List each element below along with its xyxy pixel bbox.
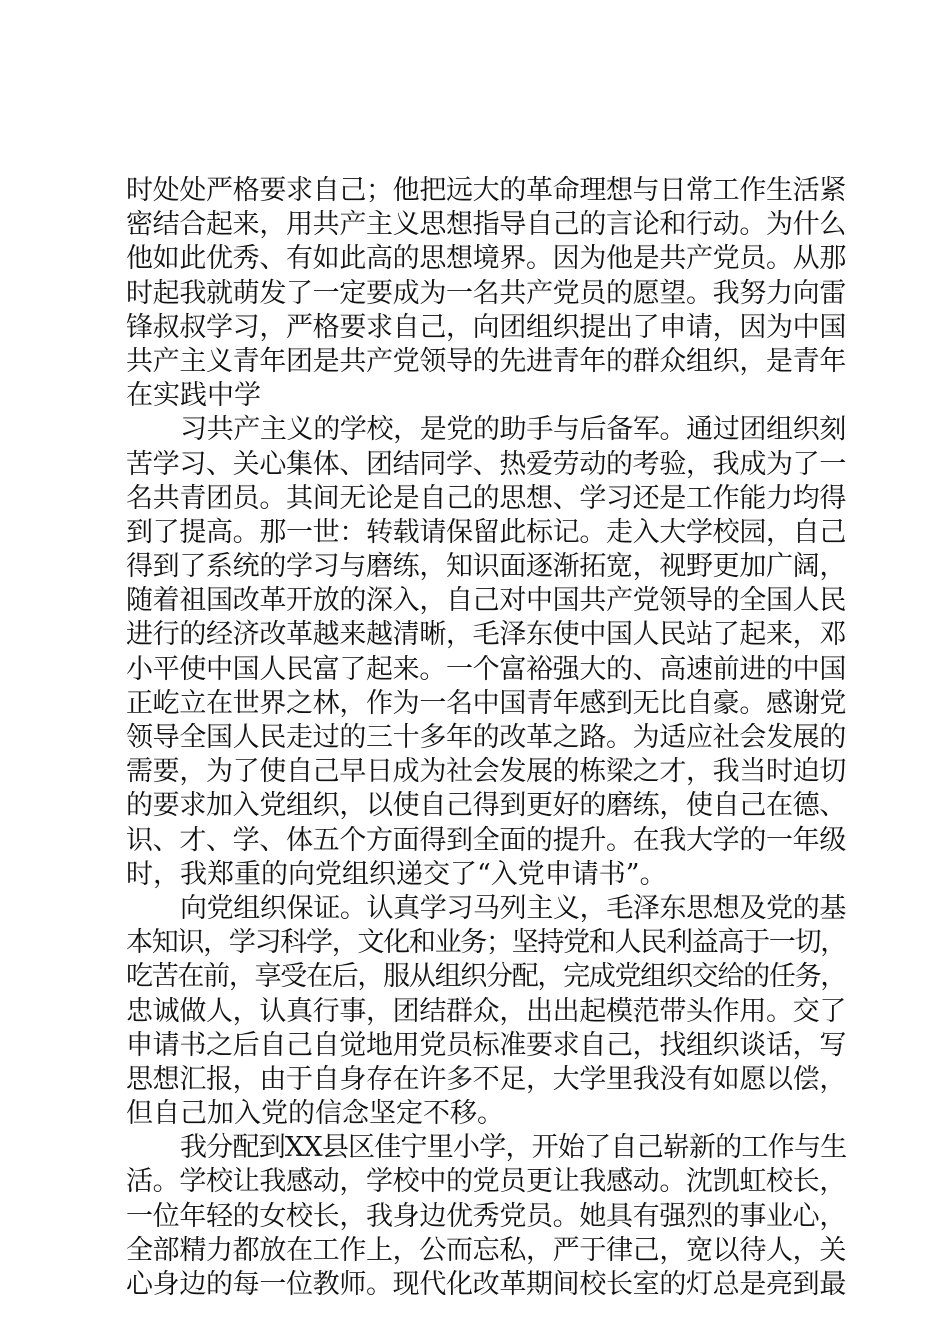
text-line: 时起我就萌发了一定要成为一名共产党员的愿望。我努力向雷 — [126, 277, 846, 309]
text-line: 习共产主义的学校，是党的助手与后备军。通过团组织刻 — [180, 414, 846, 446]
text-line: 的要求加入党组织，以使自己得到更好的磨练，使自己在德、 — [126, 790, 846, 822]
text-line: 时，我郑重的向党组织递交了“入党申请书”。 — [126, 858, 667, 890]
text-line: 在实践中学 — [126, 380, 261, 412]
paragraph — [126, 892, 846, 1131]
text-line: 一位年轻的女校长，我身边优秀党员。她具有强烈的事业心， — [126, 1200, 846, 1232]
text-line: 进行的经济改革越来越清晰，毛泽东使中国人民站了起来，邓 — [126, 619, 846, 651]
text-line: 我分配到XX县区佳宁里小学，开始了自己崭新的工作与生 — [180, 1132, 847, 1164]
text-line: 全部精力都放在工作上，公而忘私，严于律己，宽以待人，关 — [126, 1234, 846, 1266]
text-line: 到了提高。那一世：转载请保留此标记。走入大学校园，自己 — [126, 516, 846, 548]
text-line: 需要，为了使自己早日成为社会发展的栋梁之才，我当时迫切 — [126, 756, 846, 788]
text-line: 思想汇报，由于自身存在许多不足，大学里我没有如愿以偿， — [126, 1063, 846, 1095]
text-line: 正屹立在世界之林，作为一名中国青年感到无比自豪。感谢党 — [126, 687, 846, 719]
text-line: 本知识，学习科学，文化和业务；坚持党和人民利益高于一切， — [126, 927, 846, 959]
text-line: 领导全国人民走过的三十多年的改革之路。为适应社会发展的 — [126, 722, 846, 753]
text-line: 共产主义青年团是共产党领导的先进青年的群众组织，是青年 — [126, 345, 846, 377]
text-line: 活。学校让我感动，学校中的党员更让我感动。沈凯虹校长， — [126, 1166, 846, 1198]
text-line: 他如此优秀、有如此高的思想境界。因为他是共产党员。从那 — [126, 243, 846, 275]
text-line: 苦学习、关心集体、团结同学、热爱劳动的考验，我成为了一 — [126, 448, 846, 480]
text-line: 密结合起来，用共产主义思想指导自己的言论和行动。为什么 — [126, 209, 846, 241]
text-line: 向党组织保证。认真学习马列主义，毛泽东思想及党的基 — [180, 892, 846, 924]
text-line: 忠诚做人，认真行事，团结群众，出出起模范带头作用。交了 — [126, 995, 846, 1027]
text-line: 吃苦在前，享受在后，服从组织分配，完成党组织交给的任务， — [126, 961, 846, 993]
text-line: 小平使中国人民富了起来。一个富裕强大的、高速前进的中国 — [126, 653, 846, 685]
text-line: 识、才、学、体五个方面得到全面的提升。在我大学的一年级 — [126, 824, 846, 856]
text-line: 得到了系统的学习与磨练，知识面逐渐拓宽，视野更加广阔， — [126, 551, 846, 583]
text-line: 心身边的每一位教师。现代化改革期间校长室的灯总是亮到最 — [126, 1269, 846, 1300]
text-line: 锋叔叔学习，严格要求自己，向团组织提出了申请，因为中国 — [126, 311, 846, 343]
text-line: 时处处严格要求自己；他把远大的革命理想与日常工作生活紧 — [126, 175, 846, 206]
text-line: 但自己加入党的信念坚定不移。 — [126, 1098, 504, 1130]
text-line: 名共青团员。其间无论是自己的思想、学习还是工作能力均得 — [126, 482, 846, 514]
paragraph — [126, 174, 846, 413]
text-line: 随着祖国改革开放的深入，自己对中国共产党领导的全国人民 — [126, 585, 846, 617]
paragraph — [126, 1131, 846, 1302]
paragraph — [126, 413, 846, 892]
text-line: 申请书之后自己自觉地用党员标准要求自己，找组织谈话，写 — [126, 1029, 846, 1061]
document-body — [126, 174, 846, 1302]
